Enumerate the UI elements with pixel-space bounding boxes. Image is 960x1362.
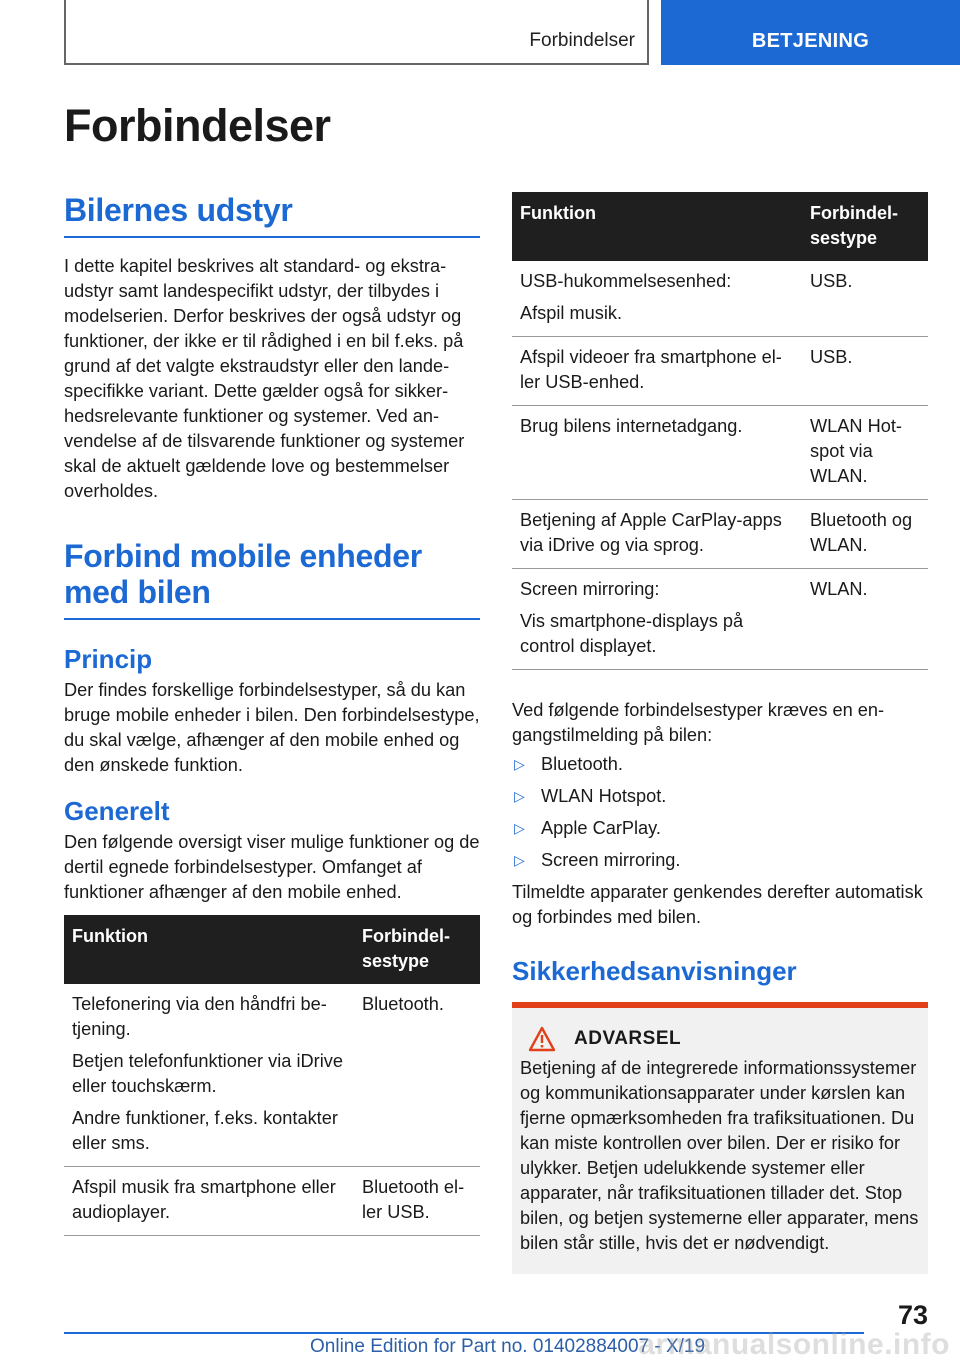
table-row bbox=[512, 500, 928, 569]
list-item: ▷ Screen mirroring. bbox=[512, 848, 928, 873]
connection-type-text: WLAN. bbox=[802, 569, 928, 670]
list-item: ▷ WLAN Hotspot. bbox=[512, 784, 928, 809]
header-section-title: Forbindelser bbox=[529, 30, 635, 51]
table-row bbox=[64, 984, 480, 1167]
function-text: Telefonering via den håndfri betjening. bbox=[72, 994, 327, 1039]
table-header-connection-type: Forbindelsestype bbox=[354, 915, 480, 984]
table-header-row bbox=[512, 192, 928, 261]
watermark: armanualsonline.info bbox=[638, 1328, 950, 1361]
page-number: 73 bbox=[897, 1300, 928, 1330]
table-header-connection-type: Forbindelsestype bbox=[802, 192, 928, 261]
heading-generelt: Generelt bbox=[64, 796, 170, 826]
left-column bbox=[64, 188, 480, 1236]
warning-box bbox=[512, 1002, 928, 1274]
connection-type-text: WLAN Hotspot via WLAN. bbox=[802, 406, 928, 500]
function-text: Vis smartphone-displays på control displayet. bbox=[520, 611, 744, 656]
function-text: Betjening af Apple CarPlay-apps via iDrive og via sprog. bbox=[520, 510, 782, 555]
paragraph-princip: Der findes forskellige forbindelsestyper, så du kan bruge mobile enheder i bilen. Den forbindelsestype, du skal vælge, afhænger af den mobile enhed og den ønskede funktion. bbox=[64, 680, 480, 775]
triangle-bullet-icon: ▷ bbox=[514, 852, 525, 868]
table-header-row bbox=[64, 915, 480, 984]
header-section-box bbox=[64, 0, 649, 65]
triangle-bullet-icon: ▷ bbox=[514, 820, 525, 836]
table-header-function: Funktion bbox=[512, 192, 802, 261]
table-row bbox=[512, 406, 928, 500]
function-text: Afspil musik fra smartphone eller audioplayer. bbox=[72, 1177, 336, 1222]
table-header-function: Funktion bbox=[64, 915, 354, 984]
connection-types-list bbox=[512, 752, 928, 873]
paragraph-registration-required: Ved følgende forbindelsestyper kræves en engangstilmelding på bilen: bbox=[512, 700, 885, 745]
table-row bbox=[512, 261, 928, 337]
heading-princip: Princip bbox=[64, 644, 153, 674]
table-row bbox=[512, 337, 928, 406]
function-text: Afspil videoer fra smartphone eller USB-enhed. bbox=[520, 347, 782, 392]
list-item: ▷ Bluetooth. bbox=[512, 752, 928, 777]
header-chapter-tab: BETJENING bbox=[661, 0, 960, 65]
warning-triangle-icon bbox=[528, 1026, 556, 1052]
table-row bbox=[64, 1167, 480, 1236]
page-title: Forbindelser bbox=[64, 100, 331, 151]
paragraph-auto-connect: Tilmeldte apparater genkendes derefter automatisk og forbindes med bilen. bbox=[512, 882, 923, 927]
heading-connect-devices: Forbind mobile enheder med bilen bbox=[64, 538, 480, 620]
right-column bbox=[512, 192, 928, 1274]
warning-title: ADVARSEL bbox=[574, 1028, 682, 1049]
paragraph-equipment: I dette kapitel beskrives alt standard- og ekstraudstyr samt landespecifikt udstyr, der tilbydes i modelserien. Derfor beskrives der også udstyr og funktioner, der ikke er til rådighed i en bil f.eks. på grund af det valgte ekstraudstyr eller den landespecifikke variant. Dette gælder også for sikkerhedsrelevante funktioner og systemer. Ved anvendelse af de tilsvarende funktioner og systemer skal de aktuelt gældende love og bestemmelser overholdes. bbox=[64, 256, 465, 501]
footer-edition: Online Edition for Part no. 01402884007 - X/19 bbox=[310, 1336, 706, 1357]
warning-text: Betjening af de integrerede informationssystemer og kommunikationsapparater under kørslen kan fjerne opmærksomheden fra trafiksituationen. Du kan miste kontrollen over bilen. Der er risiko for ulykker. Betjen udelukkende systemer eller apparater, når trafiksituationen tillader det. Stop bilen, og betjen systemerne eller apparater, mens bilen står stille, hvis det er nødvendigt. bbox=[520, 1058, 919, 1253]
function-text: Andre funktioner, f.eks. kontakter eller sms. bbox=[72, 1108, 338, 1153]
list-item: ▷ Apple CarPlay. bbox=[512, 816, 928, 841]
heading-safety: Sikkerhedsanvisninger bbox=[512, 956, 797, 986]
triangle-bullet-icon: ▷ bbox=[514, 788, 525, 804]
warning-header bbox=[528, 1026, 920, 1052]
function-text: Brug bilens internetadgang. bbox=[520, 416, 743, 436]
connection-type-text: USB. bbox=[802, 337, 928, 406]
connection-type-text: Bluetooth og WLAN. bbox=[802, 500, 928, 569]
connection-table-right bbox=[512, 192, 928, 670]
heading-equipment: Bilernes udstyr bbox=[64, 192, 480, 238]
function-text: Betjen telefonfunktioner via iDrive eller touchskærm. bbox=[72, 1051, 343, 1096]
table-row bbox=[512, 569, 928, 670]
connection-table-left bbox=[64, 915, 480, 1236]
connection-type-text: USB. bbox=[802, 261, 928, 337]
triangle-bullet-icon: ▷ bbox=[514, 756, 525, 772]
function-text: USB-hukommelsesenhed: bbox=[520, 271, 732, 291]
function-text: Screen mirroring: bbox=[520, 579, 660, 599]
paragraph-generelt: Den følgende oversigt viser mulige funktioner og de dertil egnede forbindelsestyper. Omfanget af funktioner afhænger af den mobile enhed. bbox=[64, 832, 480, 902]
function-text: Afspil musik. bbox=[520, 303, 623, 323]
connection-type-text: Bluetooth. bbox=[354, 984, 480, 1167]
connection-type-text: Bluetooth eller USB. bbox=[354, 1167, 480, 1236]
